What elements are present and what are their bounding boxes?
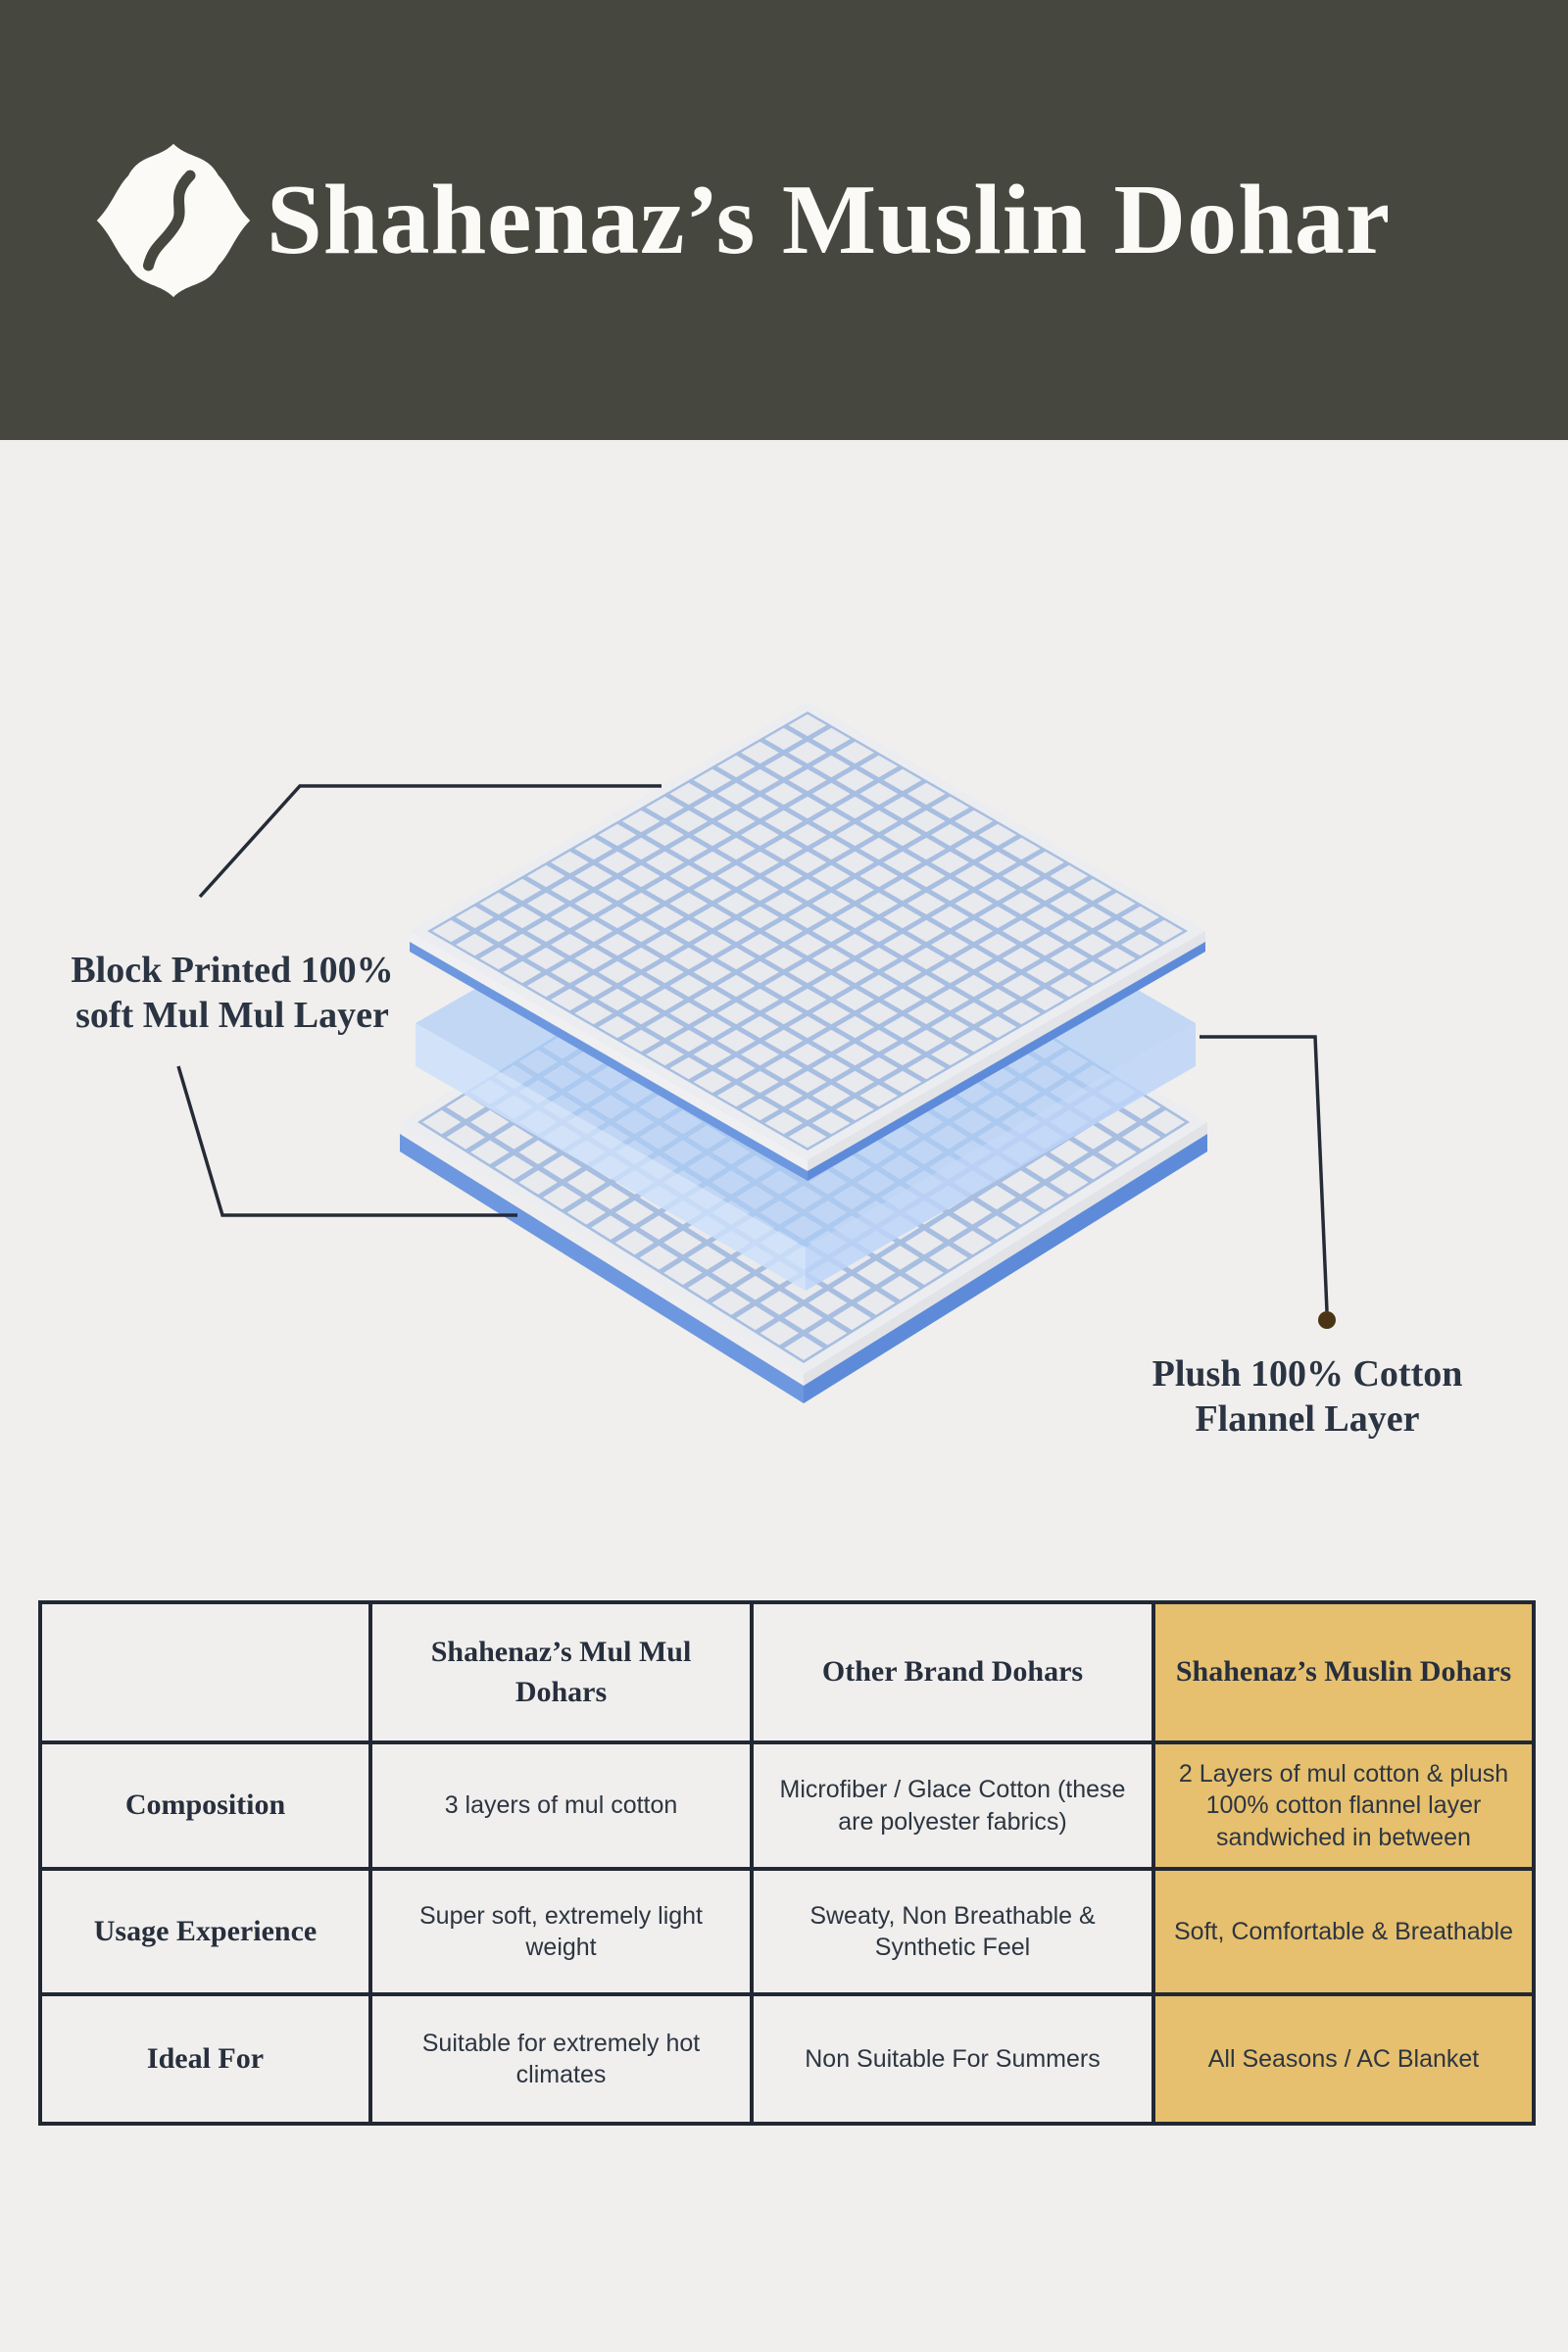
label-line: Plush 100% Cotton (1152, 1353, 1463, 1395)
label-line: Flannel Layer (1195, 1397, 1420, 1440)
row-label-ideal-for: Ideal For (40, 1994, 370, 2124)
col-header-other-brands: Other Brand Dohars (752, 1602, 1153, 1742)
label-flannel-layer (1121, 1352, 1494, 1442)
brand-medallion-icon (90, 136, 257, 305)
cell-ideal-other: Non Suitable For Summers (752, 1994, 1153, 2124)
page-title: Shahenaz’s Muslin Dohar (267, 165, 1392, 275)
cell-composition-muslin: 2 Layers of mul cotton & plush 100% cotton flannel layer sandwiched in between (1153, 1742, 1534, 1869)
row-label-usage-experience: Usage Experience (40, 1869, 370, 1994)
leader-dot (1318, 1311, 1336, 1329)
cell-usage-muslin: Soft, Comfortable & Breathable (1153, 1869, 1534, 1994)
layers-diagram (0, 588, 1568, 1519)
label-line: Block Printed 100% (71, 950, 394, 991)
header-banner (0, 0, 1568, 440)
comparison-table (38, 1600, 1536, 2126)
label-line: soft Mul Mul Layer (75, 994, 389, 1036)
col-header-muslin: Shahenaz’s Muslin Dohars (1153, 1602, 1534, 1742)
cell-ideal-mulmul: Suitable for extremely hot climates (370, 1994, 752, 2124)
col-header-mulmul: Shahenaz’s Mul Mul Dohars (370, 1602, 752, 1742)
cell-composition-other: Microfiber / Glace Cotton (these are polyester fabrics) (752, 1742, 1153, 1869)
cell-usage-other: Sweaty, Non Breathable & Synthetic Feel (752, 1869, 1153, 1994)
row-label-composition: Composition (40, 1742, 370, 1869)
leader-flannel-layer (1200, 1037, 1327, 1311)
comparison-grid (40, 1602, 1534, 2124)
cell-usage-mulmul: Super soft, extremely light weight (370, 1869, 752, 1994)
cell-ideal-muslin: All Seasons / AC Blanket (1153, 1994, 1534, 2124)
col-header-empty (40, 1602, 370, 1742)
label-mulmul-layer (46, 949, 418, 1038)
cell-composition-mulmul: 3 layers of mul cotton (370, 1742, 752, 1869)
